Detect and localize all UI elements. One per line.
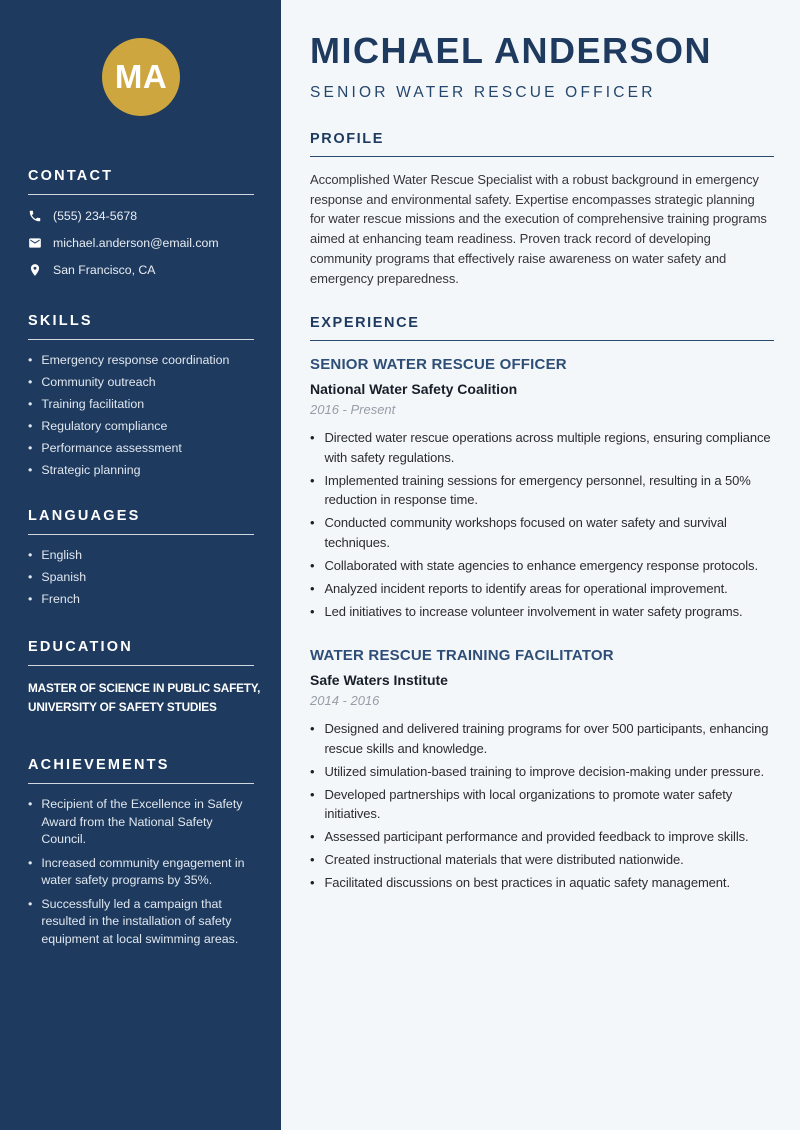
bullet-dot: • (28, 548, 33, 562)
profile-heading: PROFILE (310, 131, 385, 147)
language-label: English (41, 548, 82, 562)
job-bullet-text: Developed partnerships with local organizations to promote water safety initiatives. (324, 786, 733, 822)
profile-text: Accomplished Water Rescue Specialist with a robust background in emergency response and environmental safety. Expertise encompasses strategic planning for water rescue missions and the execution of comprehensive training programs aimed at enhancing team readiness. Proven track record of developing community programs that effectively raise awareness on water safety and emergency preparedness. (310, 172, 767, 286)
contact-divider (28, 194, 254, 195)
education-section (28, 639, 261, 717)
main-content (281, 0, 800, 1130)
job-bullet-text: Led initiatives to increase volunteer involvement in water safety programs. (324, 603, 743, 619)
achievement-item (28, 796, 254, 849)
job-role: SENIOR WATER RESCUE OFFICER (310, 356, 567, 374)
bullet-dot: • (28, 855, 33, 870)
experience-section (310, 315, 774, 893)
job-bullet-text: Conducted community workshops focused on water safety and survival techniques. (324, 515, 727, 550)
language-label: Spanish (41, 570, 87, 584)
job-dates: 2016 - Present (310, 402, 396, 418)
job-bullet-text: Assessed participant performance and provided feedback to improve skills. (324, 829, 749, 845)
job-bullet-text: Directed water rescue operations across multiple regions, ensuring compliance with safety regulations. (324, 430, 771, 465)
job-bullet-item (310, 471, 774, 510)
degree-line: UNIVERSITY OF SAFETY STUDIES (28, 700, 217, 714)
contact-rows (28, 209, 254, 277)
contact-heading: CONTACT (28, 168, 114, 184)
sidebar (0, 0, 281, 1130)
job-bullet-item (310, 850, 774, 870)
skill-label: Emergency response coordination (41, 353, 230, 367)
job-entry (310, 356, 774, 621)
skill-item (28, 462, 254, 478)
achievement-text: Increased community engagement in water safety programs by 35%. (41, 855, 245, 887)
bullet-dot: • (28, 797, 33, 811)
skills-section (28, 313, 254, 478)
languages-heading: LANGUAGES (28, 508, 141, 524)
skill-item (28, 396, 254, 412)
contact-email-row (28, 236, 254, 250)
degree-line: MASTER OF SCIENCE IN PUBLIC SAFETY, (28, 681, 261, 695)
degree-text (28, 679, 261, 717)
bullet-dot: • (310, 763, 315, 779)
location-pin-icon (28, 263, 42, 277)
job-bullet-text: Implemented training sessions for emergency personnel, resulting in a 50% reduction in response time. (324, 472, 751, 508)
bullet-dot: • (310, 721, 315, 737)
bullet-dot: • (28, 419, 33, 433)
bullet-dot: • (28, 896, 33, 911)
job-bullet-item (310, 556, 774, 576)
skills-heading: SKILLS (28, 313, 93, 329)
email-icon (28, 236, 42, 250)
job-bullet-text: Utilized simulation-based training to improve decision-making under pressure. (324, 763, 765, 779)
skill-label: Performance assessment (41, 441, 182, 455)
language-item (28, 547, 254, 563)
job-bullets (310, 428, 774, 621)
avatar (102, 38, 180, 116)
education-divider (28, 665, 254, 666)
language-item (28, 591, 254, 607)
bullet-dot: • (28, 592, 33, 606)
avatar-initials: MA (114, 58, 168, 95)
achievements-heading: ACHIEVEMENTS (28, 757, 170, 773)
bullet-dot: • (28, 463, 33, 477)
job-bullet-item (310, 579, 774, 599)
job-bullets (310, 719, 774, 893)
job-bullet-text: Designed and delivered training programs for over 500 participants, enhancing rescue skills and knowledge. (324, 721, 769, 756)
achievement-item (28, 896, 254, 949)
location-text: San Francisco, CA (53, 263, 156, 277)
education-heading: EDUCATION (28, 639, 133, 655)
languages-divider (28, 534, 254, 535)
job-bullet-text: Created instructional materials that were distributed nationwide. (324, 852, 684, 868)
job-bullet-item (310, 873, 774, 893)
experience-divider (310, 340, 774, 341)
skill-item (28, 374, 254, 390)
skill-item (28, 418, 254, 434)
skill-label: Strategic planning (41, 463, 141, 477)
contact-phone-row (28, 209, 254, 223)
achievements-divider (28, 783, 254, 784)
bullet-dot: • (310, 557, 315, 573)
phone-number: (555) 234-5678 (53, 209, 138, 223)
profile-divider (310, 156, 774, 157)
email-address: michael.anderson@email.com (53, 236, 219, 250)
job-bullet-item (310, 762, 774, 782)
bullet-dot: • (310, 580, 315, 596)
bullet-dot: • (310, 875, 315, 891)
skill-label: Regulatory compliance (41, 419, 168, 433)
skills-list (28, 352, 254, 478)
bullet-dot: • (310, 515, 315, 531)
achievement-text: Successfully led a campaign that resulted in the installation of safety equipment at local swimming areas. (41, 896, 239, 946)
bullet-dot: • (310, 786, 315, 802)
bullet-dot: • (28, 375, 33, 389)
jobs-list (310, 356, 774, 893)
languages-section (28, 508, 254, 607)
candidate-name: MICHAEL ANDERSON (310, 30, 713, 71)
profile-section (310, 131, 774, 288)
bullet-dot: • (310, 852, 315, 868)
experience-heading: EXPERIENCE (310, 315, 420, 332)
job-company: National Water Safety Coalition (310, 381, 518, 398)
bullet-dot: • (310, 829, 315, 845)
job-role: WATER RESCUE TRAINING FACILITATOR (310, 647, 614, 665)
skill-item (28, 352, 254, 368)
job-bullet-text: Analyzed incident reports to identify areas for operational improvement. (324, 580, 728, 596)
achievements-section (28, 757, 254, 948)
job-bullet-item (310, 602, 774, 622)
contact-location-row (28, 263, 254, 277)
job-bullet-text: Collaborated with state agencies to enhance emergency response protocols. (324, 557, 758, 573)
bullet-dot: • (310, 603, 315, 619)
bullet-dot: • (28, 441, 33, 455)
candidate-title: SENIOR WATER RESCUE OFFICER (310, 84, 656, 101)
job-bullet-text: Facilitated discussions on best practices in aquatic safety management. (324, 875, 730, 891)
language-item (28, 569, 254, 585)
bullet-dot: • (28, 353, 33, 367)
job-bullet-item (310, 827, 774, 847)
bullet-dot: • (310, 472, 315, 488)
contact-section (28, 168, 254, 277)
skill-item (28, 440, 254, 456)
job-bullet-item (310, 785, 774, 824)
language-label: French (41, 592, 80, 606)
job-dates: 2014 - 2016 (310, 693, 380, 709)
bullet-dot: • (310, 430, 315, 446)
achievements-list (28, 796, 254, 948)
achievement-item (28, 855, 254, 890)
skills-divider (28, 339, 254, 340)
skill-label: Training facilitation (41, 397, 145, 411)
phone-icon (28, 209, 42, 223)
job-company: Safe Waters Institute (310, 672, 448, 689)
job-bullet-item (310, 719, 774, 758)
bullet-dot: • (28, 397, 33, 411)
job-bullet-item (310, 513, 774, 552)
achievement-text: Recipient of the Excellence in Safety Award from the National Safety Council. (41, 797, 243, 846)
languages-list (28, 547, 254, 607)
skill-label: Community outreach (41, 375, 156, 389)
job-bullet-item (310, 428, 774, 467)
job-entry (310, 647, 774, 893)
bullet-dot: • (28, 570, 33, 584)
